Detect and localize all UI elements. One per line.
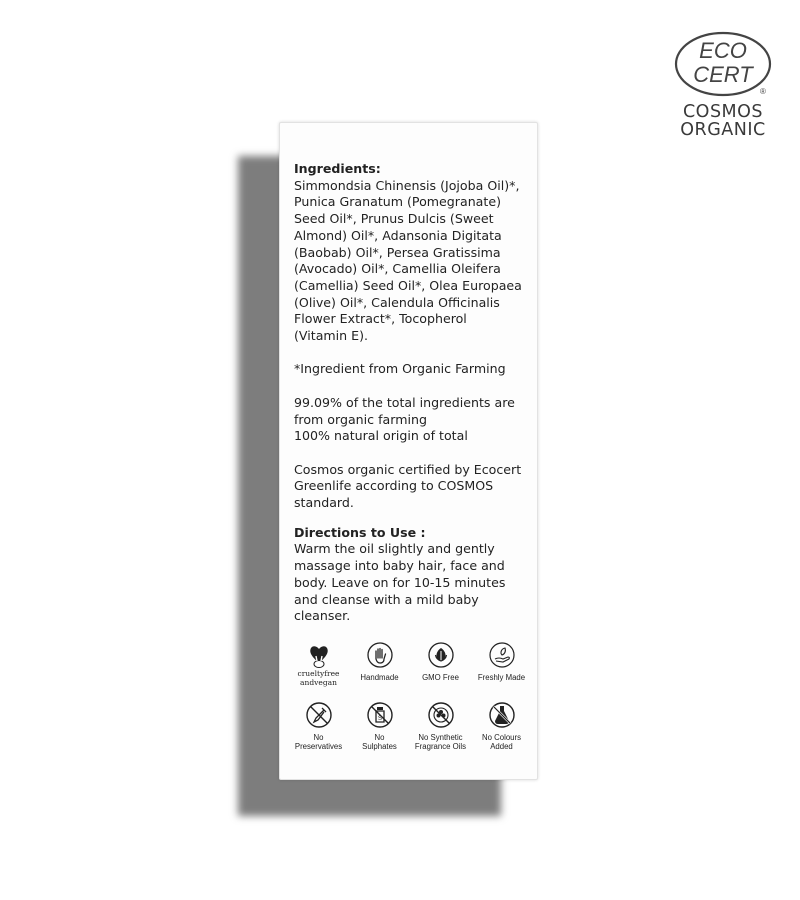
badge-no-synthetic-fragrance	[410, 701, 471, 753]
hand-leaf-icon	[488, 641, 516, 669]
ecocert-emblem-icon	[668, 30, 778, 102]
hand-icon	[366, 641, 394, 669]
heart-bunny-icon	[305, 641, 333, 669]
badge-label: No Colours Added	[482, 733, 521, 752]
badge-label: No Preservatives	[294, 733, 343, 752]
directions-block	[294, 541, 530, 625]
ingredients-line: (Avocado) Oil*, Camellia Oleifera	[294, 261, 501, 277]
ingredients-line: (Vitamin E).	[294, 328, 369, 344]
ingredients-line: Simmondsia Chinensis (Jojoba Oil)*,	[294, 177, 520, 193]
no-sulphate-bottle-icon	[366, 701, 394, 729]
badge-label: Freshly Made	[477, 673, 526, 682]
badge-freshly-made	[471, 641, 532, 693]
directions-line: and cleanse with a mild baby	[294, 591, 479, 607]
product-label-card	[279, 122, 538, 780]
leaf-gmo-icon	[427, 641, 455, 669]
registered-mark: ®	[760, 87, 766, 96]
ingredients-line: Punica Granatum (Pomegranate)	[294, 194, 501, 210]
badge-grid	[288, 641, 532, 753]
organic-percent-line: 100% natural origin of total	[294, 428, 468, 444]
ingredients-line: Flower Extract*, Tocopherol	[294, 311, 467, 327]
ingredients-line: (Olive) Oil*, Calendula Officinalis	[294, 294, 500, 310]
no-colour-flask-icon	[488, 701, 516, 729]
organic-percent-line: from organic farming	[294, 411, 427, 427]
no-fragrance-flower-icon	[427, 701, 455, 729]
ingredients-line: (Camellia) Seed Oil*, Olea Europaea	[294, 277, 522, 293]
organic-percent-line: 99.09% of the total ingredients are	[294, 394, 515, 410]
ingredients-line: Almond) Oil*, Adansonia Digitata	[294, 227, 502, 243]
badge-no-preservatives	[288, 701, 349, 753]
ingredients-list	[294, 178, 530, 345]
badge-label: Handmade	[360, 673, 399, 682]
certified-line: standard.	[294, 495, 354, 511]
directions-heading: Directions to Use :	[294, 524, 426, 540]
ingredients-heading: Ingredients:	[294, 161, 381, 176]
organic-line: ORGANIC	[680, 120, 766, 140]
directions-line: Warm the oil slightly and gently	[294, 541, 495, 557]
badge-gmo-free	[410, 641, 471, 693]
directions-line: cleanser.	[294, 608, 351, 624]
label-text	[294, 161, 530, 625]
ingredients-line: (Baobab) Oil*, Persea Gratissima	[294, 244, 501, 260]
badge-label: No Sulphates	[362, 733, 397, 752]
badge-no-colours	[471, 701, 532, 753]
badge-no-sulphates	[349, 701, 410, 753]
directions-line: massage into baby hair, face and	[294, 558, 505, 574]
logo-cert-text: CERT	[693, 62, 753, 87]
badge-cruelty-free	[288, 641, 349, 693]
cosmos-line: COSMOS	[682, 102, 764, 122]
badge-label: GMO Free	[422, 673, 459, 682]
certified-block	[294, 462, 530, 512]
no-dropper-icon	[305, 701, 333, 729]
badge-label: crueltyfree andvegan	[297, 669, 340, 687]
badge-label: No Synthetic Fragrance Oils	[414, 733, 467, 752]
ingredients-line: Seed Oil*, Prunus Dulcis (Sweet	[294, 211, 494, 227]
organic-farming-note: *Ingredient from Organic Farming	[294, 361, 506, 377]
certified-line: Greenlife according to COSMOS	[294, 478, 494, 494]
svg-text:S: S	[377, 716, 382, 722]
badge-handmade	[349, 641, 410, 693]
logo-eco-text: ECO	[699, 38, 747, 63]
cosmos-organic-text	[668, 103, 778, 139]
directions-line: body. Leave on for 10-15 minutes	[294, 574, 506, 590]
certified-line: Cosmos organic certified by Ecocert	[294, 461, 522, 477]
organic-percent-block	[294, 395, 530, 445]
